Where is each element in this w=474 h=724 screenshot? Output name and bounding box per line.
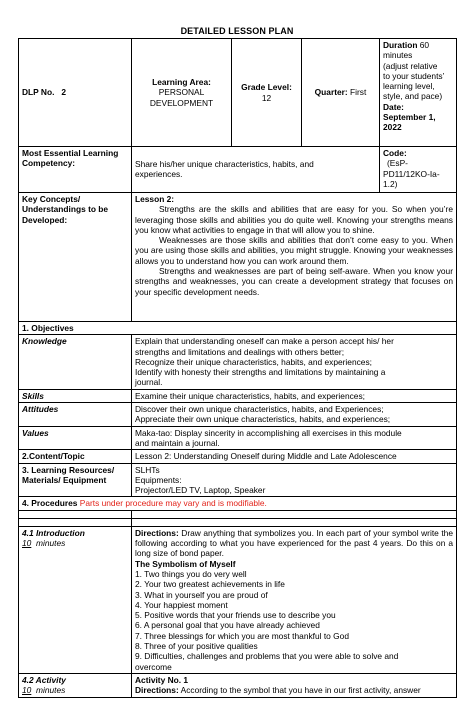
symbolism-item: 6. A personal goal that you have already achieved (135, 620, 320, 631)
attitudes-label: Attitudes (19, 403, 132, 427)
competency-label-2: Competency: (22, 158, 76, 169)
symbolism-item: 4. Your happiest moment (135, 599, 228, 610)
key-concepts-label-cell (19, 193, 132, 322)
code-line: (EsP- (387, 158, 408, 169)
attitudes-row (19, 403, 457, 427)
values-line: Maka-tao: Display sincerity in accomplishing all exercises in this module (135, 427, 402, 438)
knowledge-line: Recognize their unique characteristics, habits, and experiences; (135, 356, 372, 367)
grade-label: Grade Level: (241, 82, 292, 93)
attitudes-line: Discover their own unique characteristics, habits, and Experiences; (135, 404, 384, 415)
key-concepts-label-2: Understandings to be (22, 204, 109, 215)
duration-line: minutes (383, 50, 413, 61)
objectives-heading: 1. Objectives (19, 322, 457, 335)
symbolism-heading: The Symbolism of Myself (135, 558, 236, 569)
dlp-value: 2 (61, 87, 67, 98)
spacer-cell (132, 518, 457, 526)
spacer-cell (132, 510, 457, 518)
duration-line: to your students’ (383, 70, 445, 81)
values-label: Values (19, 426, 132, 450)
values-row (19, 426, 457, 450)
key-concepts-label-3: Developed: (22, 214, 68, 225)
objectives-heading-row (19, 322, 457, 335)
competency-text-2: experiences. (135, 169, 183, 180)
duration-value: 60 (419, 40, 430, 50)
activity-text-cell (132, 673, 457, 697)
values-text-cell (132, 426, 457, 450)
procedures-cell (19, 497, 457, 510)
content-row (19, 450, 457, 463)
learning-area-value-1: PERSONAL (158, 87, 205, 98)
competency-text-cell (132, 147, 380, 193)
resources-row (19, 463, 457, 497)
key-concepts-text-cell (132, 193, 457, 322)
competency-row (19, 147, 457, 193)
symbolism-item: 1. Two things you do very well (135, 568, 247, 579)
dlp-label: DLP No. (22, 87, 55, 98)
code-label: Code: (383, 148, 407, 158)
learning-area-cell (132, 39, 232, 147)
strengths-paragraph: Strengths are the skills and abilities that are easy for you. So when you’re leveraging those skills and abilities you do quite well. Knowing your strengths means you know what activities to engage in that will allow you to shine. (135, 204, 453, 235)
values-line: and maintain a journal. (135, 437, 220, 448)
activity-row (19, 673, 457, 697)
competency-label-1: Most Essential Learning (22, 148, 119, 158)
resources-line: SLHTs (135, 464, 160, 475)
introduction-text-cell (132, 526, 457, 673)
content-text: Lesson 2: Understanding Oneself during Middle and Late Adolescence (132, 450, 457, 463)
code-line: PD11/12KO-Ia- (383, 168, 440, 179)
header-row (19, 39, 457, 147)
symbolism-item: overcome (135, 661, 172, 672)
page-title: DETAILED LESSON PLAN (180, 26, 294, 36)
activity-label-cell (19, 673, 132, 697)
symbolism-item: 5. Positive words that your friends use to describe you (135, 610, 336, 621)
quarter-label: Quarter: (314, 87, 348, 98)
introduction-row (19, 526, 457, 673)
activity-minutes-label: minutes (35, 685, 66, 696)
procedures-label: 4. Procedures (22, 498, 78, 509)
activity-label: 4.2 Activity (22, 674, 66, 685)
knowledge-label: Knowledge (19, 335, 132, 389)
resources-line: Projector/LED TV, Laptop, Speaker (135, 485, 266, 496)
knowledge-line: strengths and limitations and dealings with others better; (135, 346, 345, 357)
resources-label-2: Materials/ Equipment (22, 474, 107, 485)
attitudes-text-cell (132, 403, 457, 427)
skills-label: Skills (19, 389, 132, 402)
resources-line: Equipments: (135, 474, 182, 485)
symbolism-item: 9. Difficulties, challenges and problems that you were able to solve and (135, 651, 399, 662)
duration-label: Duration (383, 40, 418, 50)
knowledge-line: Identify with honesty their strengths and limitations by maintaining a (135, 367, 386, 378)
date-value-2: 2022 (383, 122, 402, 133)
spacer-row (19, 518, 457, 526)
skills-row (19, 389, 457, 402)
introduction-directions-label: Directions: (135, 527, 179, 538)
weaknesses-paragraph: Weaknesses are those skills and abilities that don’t come easy to you. When you are using those skills and abilities, you might struggle. Knowing your weaknesses allows you to understand how you can work around them. (135, 235, 453, 266)
competency-text-1: Share his/her unique characteristics, habits, and (135, 159, 314, 169)
quarter-cell (302, 39, 380, 147)
duration-line: style, and pace) (383, 91, 443, 102)
attitudes-line: Appreciate their own unique characteristics, habits, and experiences; (135, 414, 391, 425)
quarter-value: First (350, 87, 367, 98)
grade-cell (232, 39, 302, 147)
resources-label-1: 3. Learning Resources/ (22, 464, 115, 475)
introduction-minutes-label: minutes (35, 538, 66, 549)
activity-directions-text: According to the symbol that you have in our first activity, answer (180, 685, 421, 696)
knowledge-text-cell (132, 335, 457, 389)
knowledge-row (19, 335, 457, 389)
knowledge-line: Explain that understanding oneself can make a person accept his/ her (135, 336, 394, 347)
procedures-note: Parts under procedure may vary and is modifiable. (79, 498, 267, 509)
introduction-minutes-value: 10 (22, 538, 32, 549)
code-cell (380, 147, 457, 193)
date-label: Date: (383, 101, 404, 112)
symbolism-item: 7. Three blessings for which you are most thankful to God (135, 630, 349, 641)
self-aware-paragraph: Strengths and weaknesses are part of being self-aware. When you know your strengths and weaknesses, you can create a development strategy that focuses on your specific development needs. (135, 266, 453, 297)
activity-directions-label: Directions: (135, 685, 179, 696)
dlp-cell (19, 39, 132, 147)
learning-area-label: Learning Area: (152, 77, 211, 88)
competency-label-cell (19, 147, 132, 193)
code-line: 1.2) (383, 178, 398, 189)
lesson-plan-table (18, 38, 457, 698)
spacer-cell (19, 518, 132, 526)
duration-cell (380, 39, 457, 147)
knowledge-line: journal. (135, 377, 163, 388)
symbolism-item: 2. Your two greatest achievements in life (135, 579, 285, 590)
symbolism-item: 8. Three of your positive qualities (135, 641, 258, 652)
introduction-label-cell (19, 526, 132, 673)
symbolism-item: 3. What in yourself you are proud of (135, 589, 268, 600)
resources-label-cell (19, 463, 132, 497)
skills-text: Examine their unique characteristics, habits, and experiences; (132, 389, 457, 402)
learning-area-value-2: DEVELOPMENT (149, 97, 214, 108)
duration-line: learning level, (383, 81, 435, 92)
key-concepts-row (19, 193, 457, 322)
spacer-cell (19, 510, 132, 518)
content-label: 2.Content/Topic (19, 450, 132, 463)
activity-minutes-value: 10 (22, 685, 32, 696)
activity-number: Activity No. 1 (135, 674, 189, 685)
grade-value: 12 (261, 92, 272, 103)
date-value-1: September 1, (383, 112, 436, 123)
key-concepts-label-1: Key Concepts/ (22, 194, 81, 204)
introduction-label: 4.1 Introduction (22, 527, 85, 538)
resources-text-cell (132, 463, 457, 497)
lesson-heading: Lesson 2: (135, 194, 175, 204)
introduction-directions-text: Draw anything that symbolizes you. In each part of your symbol write the following according to what you have experienced for the past 4 years. Do this on a long size of bond paper. (135, 527, 453, 559)
spacer-row (19, 510, 457, 518)
duration-line: (adjust relative (383, 60, 438, 71)
procedures-row (19, 497, 457, 510)
